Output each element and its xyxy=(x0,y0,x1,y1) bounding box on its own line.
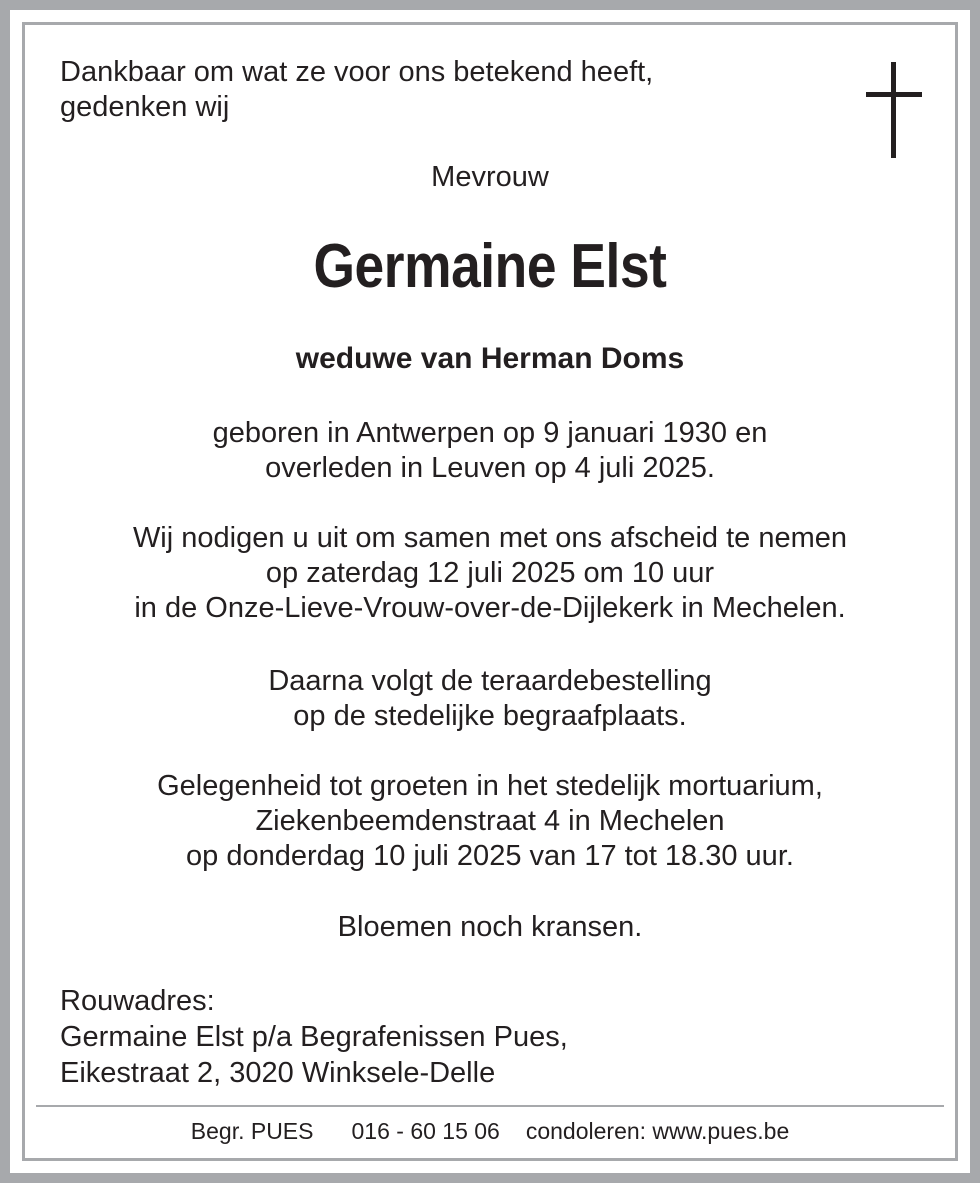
ceremony-line: in de Onze-Lieve-Vrouw-over-de-Dijlekerk in Mechelen. xyxy=(134,592,846,624)
title-prefix: Mevrouw xyxy=(431,161,549,193)
intro-text xyxy=(60,55,653,125)
deceased-name: Germaine Elst xyxy=(313,232,667,301)
burial-info xyxy=(36,664,944,734)
flowers-line: Bloemen noch kransen. xyxy=(337,911,643,943)
burial-line: op de stedelijke begraafplaats. xyxy=(293,700,687,732)
visitation-line: Ziekenbeemdenstraat 4 in Mechelen xyxy=(255,805,725,837)
cross-icon xyxy=(866,62,922,158)
visitation-line: Gelegenheid tot groeten in het stedelijk mortuarium, xyxy=(157,770,823,802)
ceremony-line: Wij nodigen u uit om samen met ons afscheid te nemen xyxy=(132,522,848,554)
visitation-line: op donderdag 10 juli 2025 van 17 tot 18.30 uur. xyxy=(186,840,794,872)
life-dates xyxy=(36,416,944,486)
address-label: Rouwadres: xyxy=(60,985,215,1017)
intro-line: Dankbaar om wat ze voor ons betekend heeft, xyxy=(60,56,654,88)
condolence-link[interactable]: condoleren: www.pues.be xyxy=(525,1118,790,1144)
footer-divider xyxy=(36,1105,944,1107)
burial-line: Daarna volgt de teraardebestelling xyxy=(268,665,712,697)
address-line: Germaine Elst p/a Begrafenissen Pues, xyxy=(60,1021,568,1053)
intro-line: gedenken wij xyxy=(60,91,230,123)
address-line: Eikestraat 2, 3020 Winksele-Delle xyxy=(60,1057,496,1089)
undertaker-name: Begr. PUES xyxy=(190,1118,314,1144)
mourning-address xyxy=(60,983,568,1091)
life-line: overleden in Leuven op 4 juli 2025. xyxy=(265,452,715,484)
relation-line: weduwe van Herman Doms xyxy=(295,342,685,375)
ceremony-info xyxy=(36,521,944,626)
visitation-info xyxy=(36,769,944,874)
phone-number[interactable]: 016 - 60 15 06 xyxy=(351,1118,500,1144)
ceremony-line: op zaterdag 12 juli 2025 om 10 uur xyxy=(265,557,715,589)
life-line: geboren in Antwerpen op 9 januari 1930 en xyxy=(212,417,768,449)
footer xyxy=(36,1116,944,1146)
flowers-note xyxy=(36,910,944,945)
